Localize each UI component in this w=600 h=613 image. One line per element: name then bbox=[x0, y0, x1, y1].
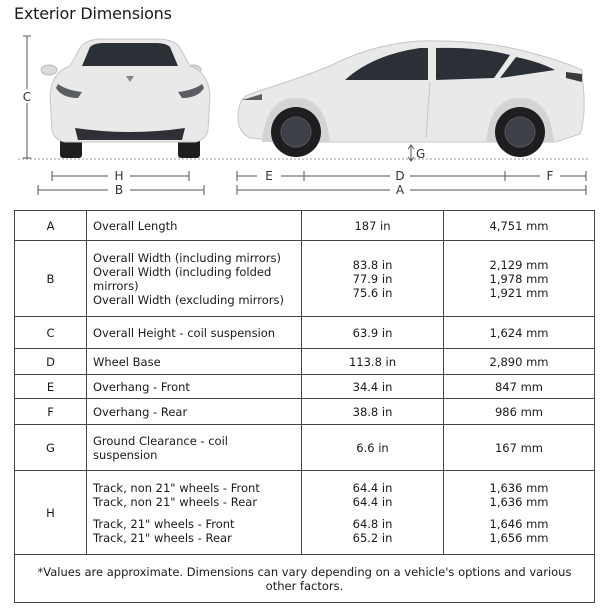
row-description: Track, non 21" wheels - Front Track, non 21" wheels - Rear Track, 21" wheels - Front Track, 21" wheels - Rear bbox=[87, 471, 302, 555]
table-row bbox=[15, 555, 595, 603]
dimension-g bbox=[408, 145, 414, 161]
row-description: Overall Length bbox=[87, 211, 302, 241]
front-view-car-illustration bbox=[41, 39, 210, 158]
row-millimeters: 847 mm bbox=[444, 375, 595, 399]
table-row bbox=[15, 425, 595, 471]
dimension-f bbox=[505, 171, 586, 181]
row-description: Overall Width (including mirrors) Overall Width (including folded mirrors) Overall Width (excluding mirrors) bbox=[87, 241, 302, 317]
row-millimeters: 2,129 mm 1,978 mm 1,921 mm bbox=[444, 241, 595, 317]
table-row bbox=[15, 349, 595, 375]
row-key: F bbox=[15, 399, 87, 425]
row-millimeters: 986 mm bbox=[444, 399, 595, 425]
row-description: Overhang - Front bbox=[87, 375, 302, 399]
row-key: D bbox=[15, 349, 87, 375]
dimensions-table bbox=[14, 210, 595, 603]
side-view-car-illustration bbox=[238, 41, 584, 157]
row-inches: 64.4 in 64.4 in 64.8 in 65.2 in bbox=[302, 471, 444, 555]
row-inches: 34.4 in bbox=[302, 375, 444, 399]
dim-label-e: E bbox=[265, 169, 273, 183]
row-millimeters: 1,636 mm 1,636 mm 1,646 mm 1,656 mm bbox=[444, 471, 595, 555]
windshield bbox=[82, 43, 178, 66]
table-row bbox=[15, 241, 595, 317]
row-key: G bbox=[15, 425, 87, 471]
row-inches: 38.8 in bbox=[302, 399, 444, 425]
row-key: C bbox=[15, 317, 87, 349]
table-row bbox=[15, 375, 595, 399]
page-title: Exterior Dimensions bbox=[14, 4, 172, 23]
left-mirror bbox=[41, 65, 57, 75]
row-description: Overall Height - coil suspension bbox=[87, 317, 302, 349]
row-key: H bbox=[15, 471, 87, 555]
row-inches: 63.9 in bbox=[302, 317, 444, 349]
row-description: Ground Clearance - coil suspension bbox=[87, 425, 302, 471]
dim-label-f: F bbox=[546, 169, 554, 183]
dim-label-d: D bbox=[395, 169, 405, 183]
row-inches: 113.8 in bbox=[302, 349, 444, 375]
dim-label-g: G bbox=[416, 147, 426, 161]
row-key: B bbox=[15, 241, 87, 317]
dimension-a bbox=[237, 185, 586, 195]
rear-rim bbox=[505, 117, 535, 147]
table-row bbox=[15, 317, 595, 349]
vehicle-dimension-diagram bbox=[0, 0, 600, 205]
row-key: A bbox=[15, 211, 87, 241]
row-millimeters: 167 mm bbox=[444, 425, 595, 471]
row-inches: 187 in bbox=[302, 211, 444, 241]
front-rim bbox=[281, 117, 311, 147]
row-description: Wheel Base bbox=[87, 349, 302, 375]
row-description: Overhang - Rear bbox=[87, 399, 302, 425]
row-millimeters: 4,751 mm bbox=[444, 211, 595, 241]
table-row bbox=[15, 211, 595, 241]
row-inches: 6.6 in bbox=[302, 425, 444, 471]
dim-label-a: A bbox=[395, 183, 405, 197]
row-millimeters: 2,890 mm bbox=[444, 349, 595, 375]
row-millimeters: 1,624 mm bbox=[444, 317, 595, 349]
dim-label-c: C bbox=[22, 90, 32, 104]
row-key: E bbox=[15, 375, 87, 399]
row-inches: 83.8 in 77.9 in 75.6 in bbox=[302, 241, 444, 317]
table-row bbox=[15, 471, 595, 555]
dim-label-h: H bbox=[114, 169, 124, 183]
table-row bbox=[15, 399, 595, 425]
dim-label-b: B bbox=[114, 183, 124, 197]
footnote: *Values are approximate. Dimensions can vary depending on a vehicle's options and various other factors. bbox=[15, 555, 595, 603]
